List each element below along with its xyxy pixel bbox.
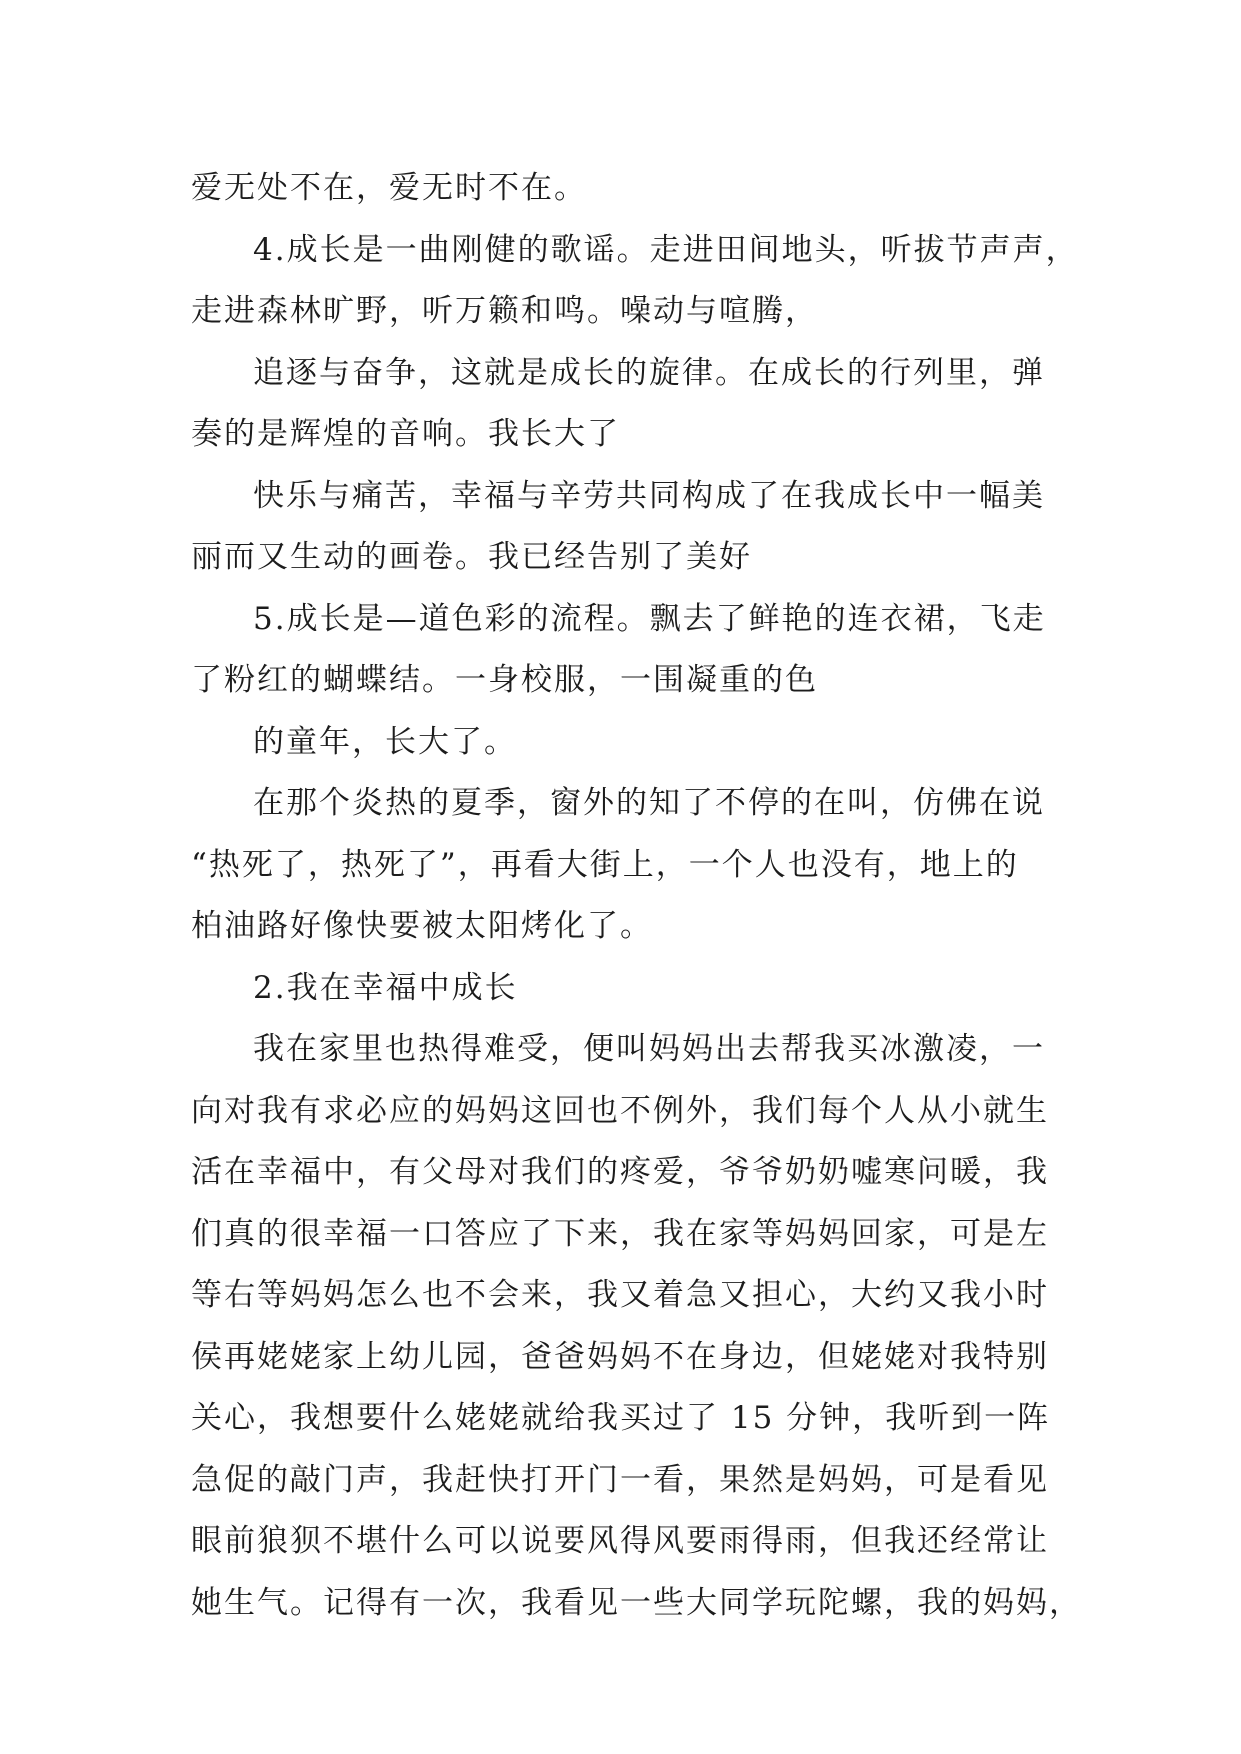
text-line: 向对我有求必应的妈妈这回也不例外，我们每个人从小就生 — [191, 1092, 1049, 1129]
text-line: 了粉红的蝴蝶结。一身校服，一围凝重的色 — [191, 662, 818, 698]
text-line: 侯再姥姥家上幼儿园，爸爸妈妈不在身边，但姥姥对我特别 — [191, 1338, 1049, 1375]
text-line: 的童年，长大了。 — [253, 723, 517, 760]
text-line: 奏的是辉煌的音响。我长大了 — [191, 416, 620, 452]
text-line: 走进森林旷野，听万籁和鸣。噪动与喧腾， — [191, 293, 818, 329]
text-line: 5.成长是—道色彩的流程。飘去了鲜艳的连衣裙，飞走 — [253, 600, 1046, 637]
text-line: 在那个炎热的夏季，窗外的知了不停的在叫，仿佛在说 — [253, 785, 1045, 821]
text-line: 关心，我想要什么姥姥就给我买过了 15 分钟，我听到一阵 — [191, 1400, 1051, 1436]
text-line: 柏油路好像快要被太阳烤化了。 — [191, 908, 653, 944]
text-line: 快乐与痛苦，幸福与辛劳共同构成了在我成长中一幅美 — [253, 477, 1045, 514]
text-line: 眼前狼狈不堪什么可以说要风得风要雨得雨，但我还经常让 — [191, 1523, 1049, 1559]
text-line: 丽而又生动的画卷。我已经告别了美好 — [191, 539, 752, 575]
text-line: 急促的敲门声，我赶快打开门一看，果然是妈妈，可是看见 — [191, 1461, 1049, 1498]
text-line: 爱无处不在，爱无时不在。 — [191, 170, 587, 206]
text-line: 4.成长是一曲刚健的歌谣。走进田间地头，听拔节声声， — [253, 231, 1079, 268]
text-line: “热死了，热死了”，再看大街上，一个人也没有，地上的 — [191, 846, 1019, 883]
text-line: 追逐与奋争，这就是成长的旋律。在成长的行列里，弹 — [253, 354, 1045, 391]
document-body — [191, 158, 1082, 1634]
text-line: 活在幸福中，有父母对我们的疼爱，爷爷奶奶嘘寒问暖，我 — [191, 1154, 1049, 1190]
text-line: 等右等妈妈怎么也不会来，我又着急又担心，大约又我小时 — [191, 1277, 1049, 1313]
text-line: 我在家里也热得难受，便叫妈妈出去帮我买冰激凌，一 — [253, 1031, 1045, 1067]
text-line: 她生气。记得有一次，我看见一些大同学玩陀螺，我的妈妈， — [191, 1584, 1082, 1621]
text-line: 们真的很幸福一口答应了下来，我在家等妈妈回家，可是左 — [191, 1215, 1049, 1252]
section-heading: 2.我在幸福中成长 — [253, 969, 518, 1006]
